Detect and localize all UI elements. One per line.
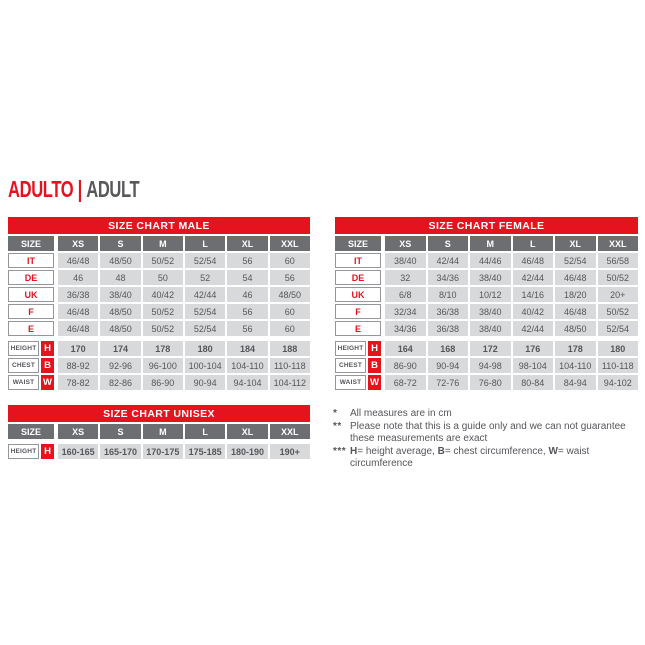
size-value: 40/42 xyxy=(143,287,183,302)
country-label: UK xyxy=(335,287,381,302)
measure-value: 104-112 xyxy=(270,375,310,390)
country-label-wrap xyxy=(8,270,54,285)
measure-value: 170 xyxy=(58,341,98,356)
measure-value: 168 xyxy=(428,341,469,356)
size-value: 46/48 xyxy=(58,304,98,319)
size-value: 40/42 xyxy=(513,304,554,319)
measure-label xyxy=(8,341,54,356)
column-header: S xyxy=(100,236,140,251)
size-value: 32/34 xyxy=(385,304,426,319)
size-value: 36/38 xyxy=(428,321,469,336)
size-value: 38/40 xyxy=(385,253,426,268)
size-row xyxy=(8,304,310,319)
measure-label xyxy=(8,358,54,373)
measure-label xyxy=(335,341,381,356)
size-value: 48/50 xyxy=(100,253,140,268)
measure-badge: B xyxy=(368,358,381,373)
footnote-text xyxy=(350,446,641,471)
column-header: XL xyxy=(227,236,267,251)
measure-value: 110-118 xyxy=(270,358,310,373)
header-cells xyxy=(58,424,310,439)
size-value: 52/54 xyxy=(185,321,225,336)
size-value: 46/48 xyxy=(513,253,554,268)
size-values xyxy=(385,270,638,285)
footnote-part: All measures are in cm xyxy=(350,408,452,419)
size-row xyxy=(335,270,638,285)
size-value: 50 xyxy=(143,270,183,285)
size-value: 36/38 xyxy=(58,287,98,302)
measure-name: HEIGHT xyxy=(8,341,39,356)
measure-values xyxy=(58,375,310,390)
size-row xyxy=(8,253,310,268)
measure-value: 176 xyxy=(513,341,554,356)
footnote-part: = chest circumference, xyxy=(444,445,549,457)
measure-badge: H xyxy=(41,341,54,356)
measure-value: 94-102 xyxy=(598,375,639,390)
column-header-row xyxy=(335,236,638,251)
country-label-wrap xyxy=(8,321,54,336)
measure-value: 104-110 xyxy=(227,358,267,373)
measure-value: 80-84 xyxy=(513,375,554,390)
size-value: 54 xyxy=(227,270,267,285)
measure-row xyxy=(8,341,310,356)
size-header xyxy=(335,236,381,251)
size-value: 8/10 xyxy=(428,287,469,302)
column-header-row xyxy=(8,424,310,439)
size-value: 56 xyxy=(227,321,267,336)
size-value: 46 xyxy=(58,270,98,285)
header-cells xyxy=(58,236,310,251)
size-values xyxy=(385,304,638,319)
size-row xyxy=(335,304,638,319)
table-title: SIZE CHART FEMALE xyxy=(335,217,638,234)
measure-value: 110-118 xyxy=(598,358,639,373)
footnote-part: = waist circumference xyxy=(350,445,590,469)
size-value: 52/54 xyxy=(555,253,596,268)
measure-name: HEIGHT xyxy=(335,341,366,356)
size-value: 46/48 xyxy=(555,270,596,285)
size-value: 44/46 xyxy=(470,253,511,268)
country-label: UK xyxy=(8,287,54,302)
column-header: M xyxy=(470,236,511,251)
size-value: 14/16 xyxy=(513,287,554,302)
measure-value: 190+ xyxy=(270,444,310,459)
measure-row xyxy=(335,375,638,390)
footnote xyxy=(333,446,641,471)
country-label: IT xyxy=(335,253,381,268)
measure-value: 86-90 xyxy=(143,375,183,390)
size-values xyxy=(385,253,638,268)
size-chart-male-table xyxy=(8,217,310,392)
size-value: 36/38 xyxy=(428,304,469,319)
size-value: 38/40 xyxy=(470,321,511,336)
measure-row xyxy=(8,375,310,390)
measure-label xyxy=(8,444,54,459)
size-values xyxy=(58,321,310,336)
footnote-marker: ** xyxy=(333,420,342,432)
measure-value: 82-86 xyxy=(100,375,140,390)
page-title-secondary: ADULT xyxy=(86,176,140,202)
footnote-text xyxy=(350,421,641,446)
measure-values xyxy=(58,358,310,373)
measure-value: 98-104 xyxy=(513,358,554,373)
size-row xyxy=(8,321,310,336)
size-value: 48/50 xyxy=(555,321,596,336)
size-chart-female-table xyxy=(335,217,638,392)
measure-value: 165-170 xyxy=(100,444,140,459)
size-value: 52/54 xyxy=(598,321,639,336)
measure-values xyxy=(58,444,310,459)
size-header-cell: SIZE xyxy=(8,424,54,439)
size-row xyxy=(8,270,310,285)
measure-label xyxy=(335,375,381,390)
size-value: 42/44 xyxy=(513,270,554,285)
measure-value: 84-94 xyxy=(555,375,596,390)
size-value: 56 xyxy=(227,253,267,268)
column-header: XXL xyxy=(598,236,639,251)
country-label-wrap xyxy=(335,321,381,336)
footnote-marker: * xyxy=(333,408,338,419)
measure-row xyxy=(8,444,310,459)
column-header: XXL xyxy=(270,424,310,439)
measure-badge: W xyxy=(368,375,381,390)
country-label: F xyxy=(335,304,381,319)
measure-value: 180 xyxy=(598,341,639,356)
size-value: 60 xyxy=(270,321,310,336)
country-label-wrap xyxy=(8,304,54,319)
size-value: 10/12 xyxy=(470,287,511,302)
size-value: 46/48 xyxy=(58,321,98,336)
size-value: 42/44 xyxy=(428,253,469,268)
country-label-wrap xyxy=(335,253,381,268)
column-header: S xyxy=(100,424,140,439)
column-header: XL xyxy=(227,424,267,439)
measure-value: 175-185 xyxy=(185,444,225,459)
footnote-part: Please note that this is a guide only and we can not guarantee these measurements are exact xyxy=(350,420,626,444)
size-value: 50/52 xyxy=(143,253,183,268)
measure-values xyxy=(385,341,638,356)
size-value: 56 xyxy=(227,304,267,319)
measure-value: 96-100 xyxy=(143,358,183,373)
size-chart-unisex-table xyxy=(8,405,310,461)
size-value: 46 xyxy=(227,287,267,302)
size-values xyxy=(58,253,310,268)
size-value: 42/44 xyxy=(513,321,554,336)
country-label: E xyxy=(8,321,54,336)
country-label: DE xyxy=(8,270,54,285)
size-value: 56 xyxy=(270,270,310,285)
country-label-wrap xyxy=(335,287,381,302)
size-values xyxy=(385,287,638,302)
country-label-wrap xyxy=(8,287,54,302)
country-label-wrap xyxy=(335,270,381,285)
size-header xyxy=(8,236,54,251)
measure-name: HEIGHT xyxy=(8,444,39,459)
size-row xyxy=(335,287,638,302)
measure-value: 86-90 xyxy=(385,358,426,373)
country-label-wrap xyxy=(335,304,381,319)
measure-value: 160-165 xyxy=(58,444,98,459)
size-value: 46/48 xyxy=(58,253,98,268)
country-label: DE xyxy=(335,270,381,285)
size-value: 20+ xyxy=(598,287,639,302)
measure-value: 78-82 xyxy=(58,375,98,390)
footnote xyxy=(333,421,641,446)
column-header: XXL xyxy=(270,236,310,251)
measure-value: 184 xyxy=(227,341,267,356)
measure-row xyxy=(335,341,638,356)
footnote-part: B xyxy=(437,445,445,457)
size-value: 34/36 xyxy=(428,270,469,285)
size-header-cell: SIZE xyxy=(335,236,381,251)
column-header: M xyxy=(143,236,183,251)
measure-badge: W xyxy=(41,375,54,390)
size-values xyxy=(58,287,310,302)
measure-value: 88-92 xyxy=(58,358,98,373)
page-title-separator: | xyxy=(77,176,82,202)
column-header: M xyxy=(143,424,183,439)
size-row xyxy=(8,287,310,302)
footnote-part: = height average, xyxy=(357,445,438,457)
column-header: S xyxy=(428,236,469,251)
size-values xyxy=(58,270,310,285)
size-value: 60 xyxy=(270,253,310,268)
column-header: XS xyxy=(385,236,426,251)
column-header: L xyxy=(185,236,225,251)
size-value: 48 xyxy=(100,270,140,285)
size-value: 52 xyxy=(185,270,225,285)
measure-badge: H xyxy=(368,341,381,356)
measure-label xyxy=(8,375,54,390)
measure-row xyxy=(335,358,638,373)
measure-value: 164 xyxy=(385,341,426,356)
country-label: IT xyxy=(8,253,54,268)
measure-values xyxy=(58,341,310,356)
size-value: 52/54 xyxy=(185,304,225,319)
column-header: XL xyxy=(555,236,596,251)
column-header: XS xyxy=(58,236,98,251)
measure-value: 94-98 xyxy=(470,358,511,373)
size-value: 6/8 xyxy=(385,287,426,302)
measure-value: 188 xyxy=(270,341,310,356)
size-value: 32 xyxy=(385,270,426,285)
measure-value: 172 xyxy=(470,341,511,356)
size-value: 50/52 xyxy=(598,304,639,319)
size-value: 48/50 xyxy=(270,287,310,302)
footnote-marker: *** xyxy=(333,445,347,457)
column-header: L xyxy=(513,236,554,251)
header-cells xyxy=(385,236,638,251)
footnote-part: W xyxy=(548,445,558,457)
size-value: 48/50 xyxy=(100,321,140,336)
table-title: SIZE CHART MALE xyxy=(8,217,310,234)
column-header: XS xyxy=(58,424,98,439)
size-value: 50/52 xyxy=(143,321,183,336)
country-label: E xyxy=(335,321,381,336)
size-value: 38/40 xyxy=(470,270,511,285)
size-values xyxy=(385,321,638,336)
measure-badge: H xyxy=(41,444,54,459)
measure-value: 178 xyxy=(555,341,596,356)
measure-badge: B xyxy=(41,358,54,373)
country-label-wrap xyxy=(8,253,54,268)
measure-value: 94-104 xyxy=(227,375,267,390)
measure-value: 104-110 xyxy=(555,358,596,373)
page-title xyxy=(8,176,139,203)
size-value: 56/58 xyxy=(598,253,639,268)
footnote xyxy=(333,408,641,421)
size-header-cell: SIZE xyxy=(8,236,54,251)
measure-values xyxy=(385,358,638,373)
size-value: 48/50 xyxy=(100,304,140,319)
measure-value: 90-94 xyxy=(428,358,469,373)
size-value: 38/40 xyxy=(100,287,140,302)
measure-value: 90-94 xyxy=(185,375,225,390)
measure-value: 180-190 xyxy=(227,444,267,459)
size-value: 52/54 xyxy=(185,253,225,268)
size-value: 18/20 xyxy=(555,287,596,302)
column-header-row xyxy=(8,236,310,251)
footnote-text xyxy=(350,408,641,421)
size-value: 50/52 xyxy=(598,270,639,285)
size-value: 38/40 xyxy=(470,304,511,319)
measure-name: CHEST xyxy=(8,358,39,373)
column-header: L xyxy=(185,424,225,439)
measure-label xyxy=(335,358,381,373)
measure-name: WAIST xyxy=(335,375,366,390)
size-value: 46/48 xyxy=(555,304,596,319)
measure-values xyxy=(385,375,638,390)
size-value: 60 xyxy=(270,304,310,319)
measure-value: 170-175 xyxy=(143,444,183,459)
size-value: 34/36 xyxy=(385,321,426,336)
measure-value: 174 xyxy=(100,341,140,356)
country-label: F xyxy=(8,304,54,319)
measure-value: 76-80 xyxy=(470,375,511,390)
size-values xyxy=(58,304,310,319)
measure-value: 72-76 xyxy=(428,375,469,390)
size-row xyxy=(335,253,638,268)
footnotes xyxy=(333,408,641,471)
measure-value: 180 xyxy=(185,341,225,356)
measure-value: 68-72 xyxy=(385,375,426,390)
size-value: 50/52 xyxy=(143,304,183,319)
page-title-primary: ADULTO xyxy=(8,176,74,202)
measure-name: WAIST xyxy=(8,375,39,390)
size-row xyxy=(335,321,638,336)
footnote-part: H xyxy=(350,445,358,457)
measure-name: CHEST xyxy=(335,358,366,373)
measure-value: 92-96 xyxy=(100,358,140,373)
measure-value: 100-104 xyxy=(185,358,225,373)
table-title: SIZE CHART UNISEX xyxy=(8,405,310,422)
size-value: 42/44 xyxy=(185,287,225,302)
measure-row xyxy=(8,358,310,373)
measure-value: 178 xyxy=(143,341,183,356)
size-header xyxy=(8,424,54,439)
